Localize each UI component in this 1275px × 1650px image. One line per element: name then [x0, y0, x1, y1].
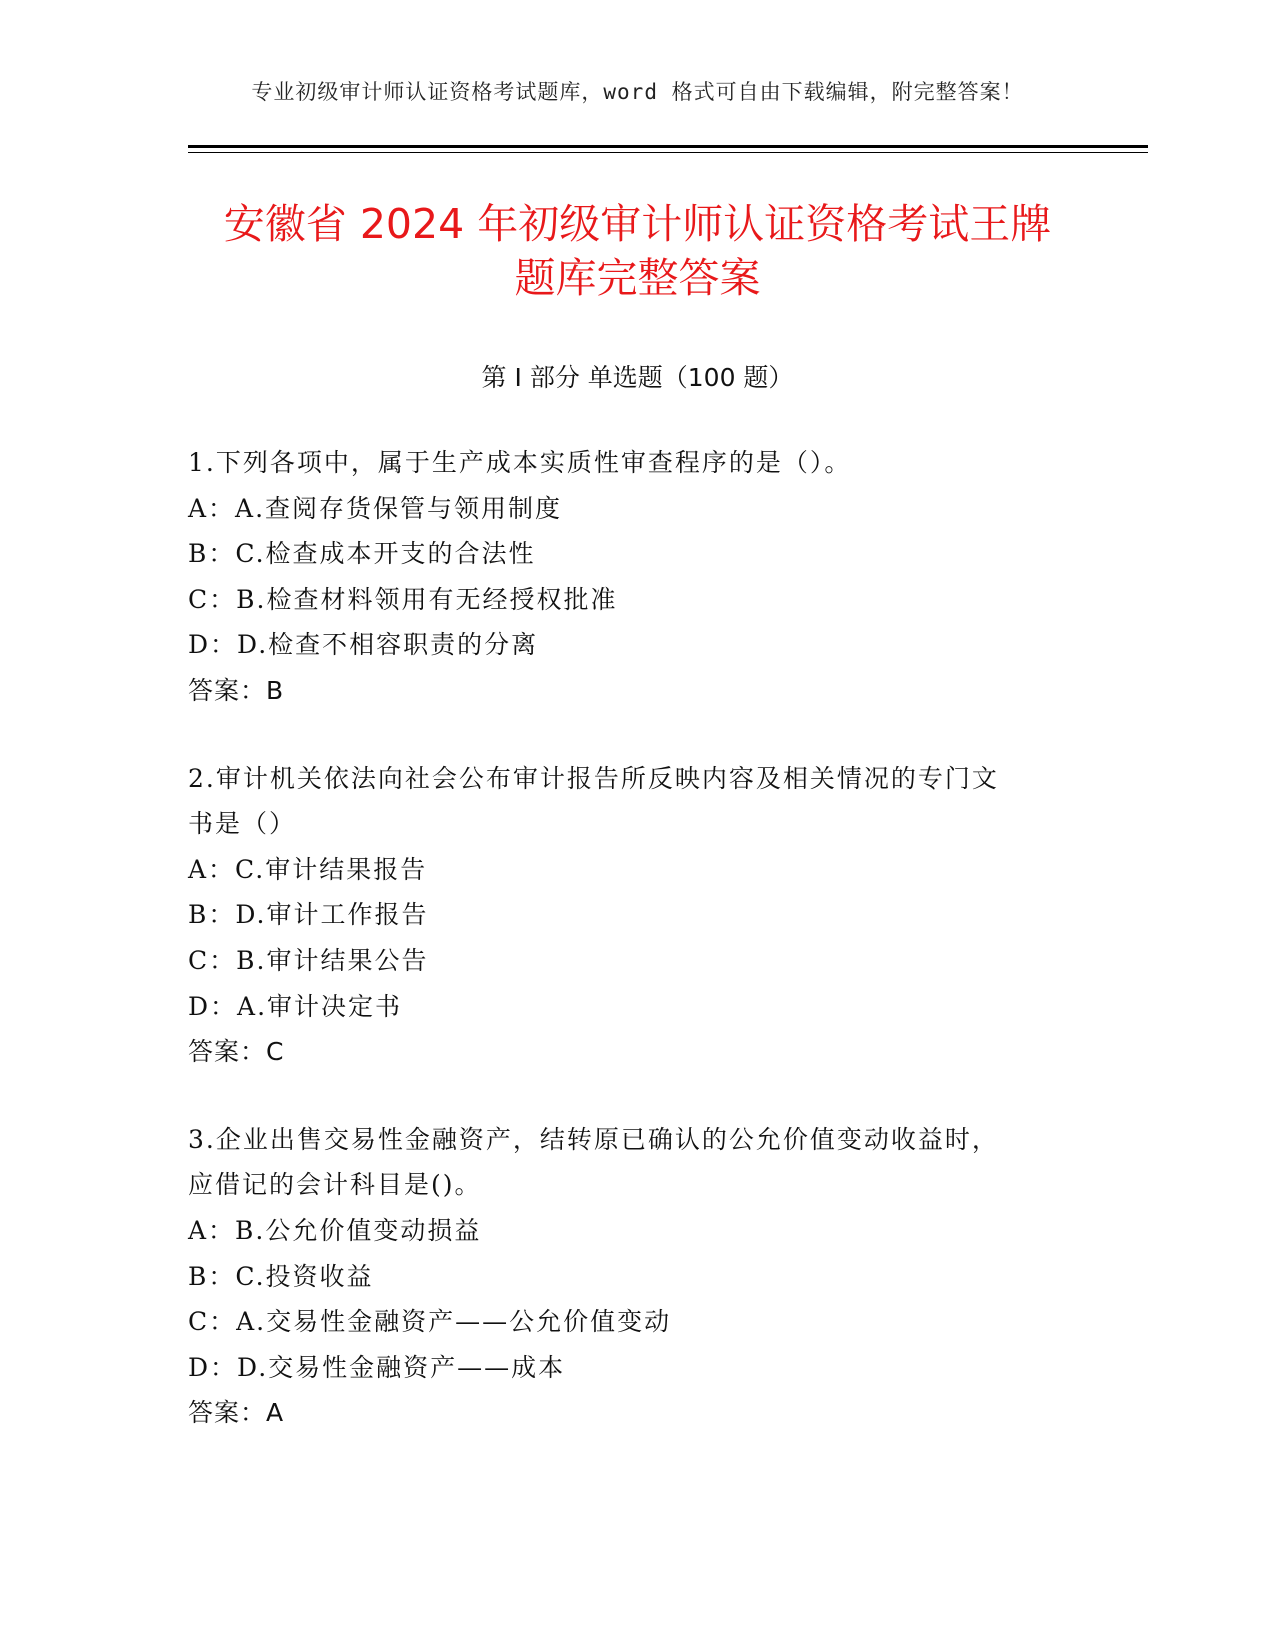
- answer: 答案：B: [188, 675, 285, 705]
- document-title: [150, 197, 1125, 305]
- question-stem: 1.下列各项中，属于生产成本实质性审查程序的是（）。: [188, 448, 852, 477]
- title-line-1: 安徽省 2024 年初级审计师认证资格考试王牌: [223, 200, 1052, 248]
- option-a: A：A.查阅存货保管与领用制度: [188, 493, 563, 523]
- question-stem-continued: 书是（）: [188, 809, 297, 839]
- question-2: [188, 756, 1088, 1075]
- header-rule-thin: [188, 152, 1148, 153]
- header-note: 专业初级审计师认证资格考试题库，word 格式可自由下载编辑，附完整答案！: [251, 80, 1024, 104]
- option-c: C：B.检查材料领用有无经授权批准: [188, 584, 618, 614]
- answer: 答案：A: [188, 1398, 285, 1428]
- question-list: [188, 440, 1088, 1478]
- option-a: A：B.公允价值变动损益: [188, 1215, 482, 1245]
- option-c: C：B.审计结果公告: [188, 945, 429, 975]
- option-b: B：D.审计工作报告: [188, 900, 429, 930]
- question-stem-continued: 应借记的会计科目是()。: [188, 1170, 482, 1200]
- question-3: [188, 1117, 1088, 1436]
- option-d: D：A.审计决定书: [188, 991, 403, 1021]
- option-b: B：C.投资收益: [188, 1261, 374, 1291]
- section-heading: 第 I 部分 单选题（100 题）: [481, 363, 794, 392]
- option-a: A：C.审计结果报告: [188, 854, 428, 884]
- option-d: D：D.交易性金融资产——成本: [188, 1352, 566, 1382]
- option-b: B：C.检查成本开支的合法性: [188, 539, 536, 569]
- question-1: [188, 440, 1088, 714]
- question-stem: 3.企业出售交易性金融资产，结转原已确认的公允价值变动收益时，: [188, 1124, 999, 1154]
- question-stem: 2.审计机关依法向社会公布审计报告所反映内容及相关情况的专门文: [188, 763, 999, 793]
- title-line-2: 题库完整答案: [514, 254, 761, 302]
- option-d: D：D.检查不相容职责的分离: [188, 630, 539, 660]
- answer: 答案：C: [188, 1037, 285, 1067]
- option-c: C：A.交易性金融资产——公允价值变动: [188, 1307, 672, 1337]
- header-rule-thick: [188, 145, 1148, 148]
